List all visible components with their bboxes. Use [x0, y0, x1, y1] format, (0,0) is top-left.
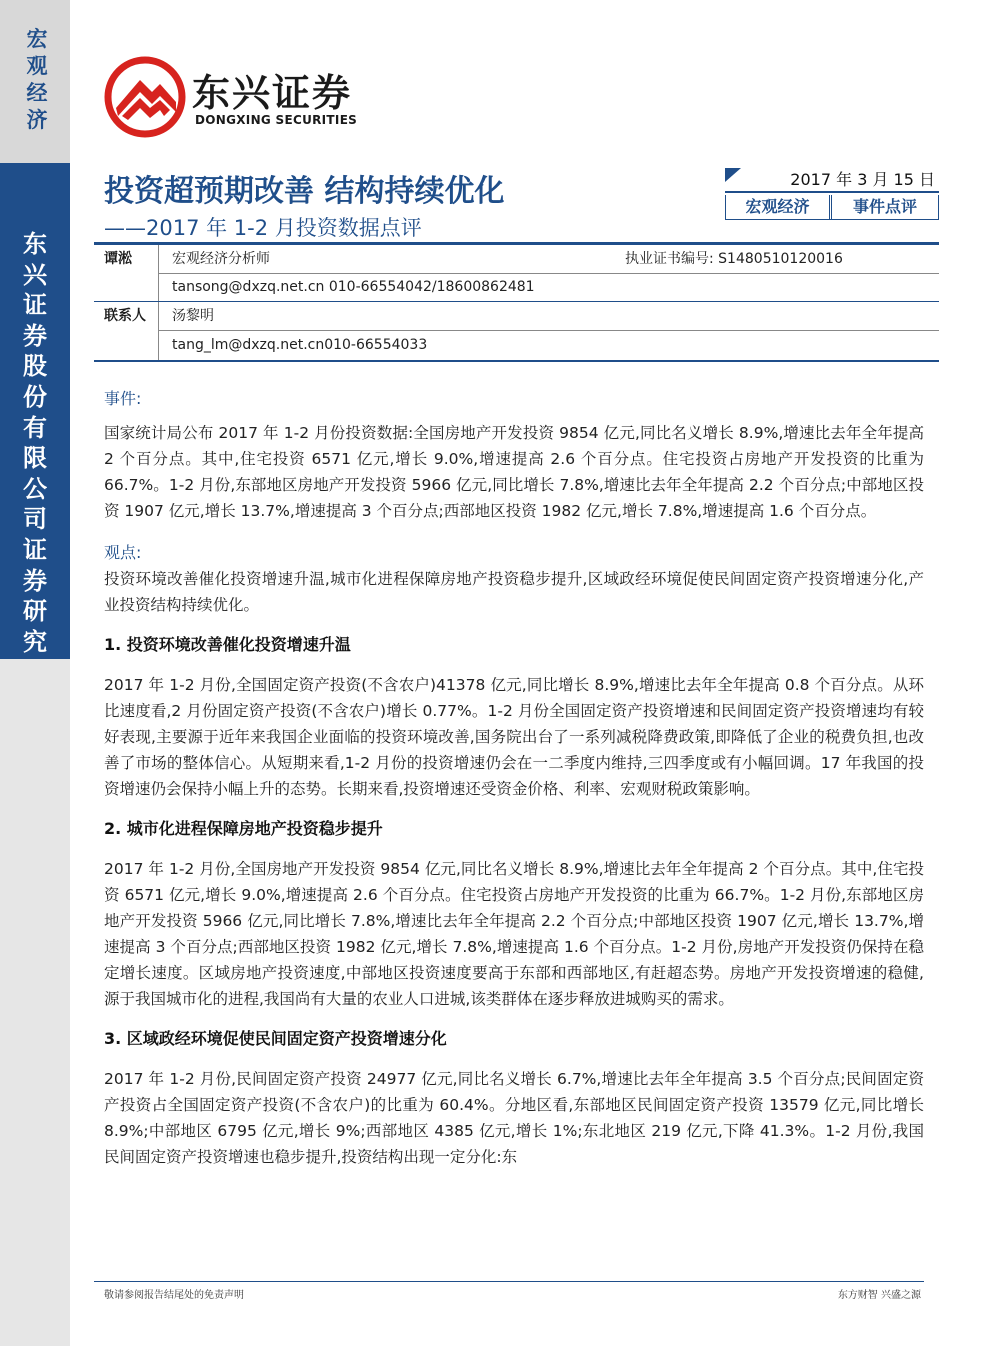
section-heading-1: 1. 投资环境改善催化投资增速升温 [104, 635, 351, 654]
report-body [104, 386, 924, 1170]
analyst-contact[interactable]: tansong@dxzq.net.cn 010-66554042/18600862481 [172, 279, 535, 295]
analyst-role: 宏观经济分析师 [172, 251, 270, 267]
divider [725, 191, 939, 193]
triangle-marker-icon [725, 168, 741, 182]
contact-row [94, 302, 939, 330]
contact-name: 汤黎明 [172, 308, 214, 324]
brand-name-en: DONGXING SECURITIES [195, 113, 358, 127]
analyst-row [94, 245, 939, 273]
sidebar-category [0, 0, 70, 163]
report-title: 投资超预期改善 结构持续优化 [104, 174, 505, 209]
analyst-table [94, 242, 939, 362]
footer-divider [94, 1281, 924, 1282]
contact-row [94, 331, 939, 359]
section-heading-3: 3. 区域政经环境促使民间固定资产投资增速分化 [104, 1029, 447, 1048]
brand-name-cn: 东兴证券 [192, 71, 353, 115]
section-heading-2: 2. 城市化进程保障房地产投资稳步提升 [104, 819, 383, 838]
event-heading: 事件: [104, 389, 142, 408]
sidebar-banner [0, 163, 70, 659]
report-subtitle: ——2017 年 1-2 月投资数据点评 [104, 216, 422, 240]
cert-number: S1480510120016 [718, 251, 843, 267]
analyst-name: 谭淞 [104, 251, 132, 267]
analyst-row [94, 273, 939, 301]
section-paragraph-2: 2017 年 1-2 月份,全国房地产开发投资 9854 亿元,同比名义增长 8.9%,增速比去年全年提高 2 个百分点。其中,住宅投资 6571 亿元,增长 9.0%,增速提高 2.6 个百分点。住宅投资占房地产开发投资的比重为 66.7%。1-2 月份,东部地区房地产开发投资 5966 亿元,同比增长 7.8%,增速比去年全年提高 2.2 个百分点;中部地区投资 1907 亿元,增长 13.7%,增速提高 3 个百分点;西部地区投资 1982 亿元,增长 7.8%,增速提高 1.6 个百分点。1-2 月份,房地产开发投资仍保持在稳定增长速度。区域房地产投资速度,中部地区投资速度要高于东部和西部地区,有赶超态势。房地产开发投资增速的稳健,源于我国城市化的进程,我国尚有大量的农业人口进城,该类群体在逐步释放进城购买的需求。 [104, 860, 924, 1008]
sidebar-lower [0, 659, 70, 1346]
contact-email[interactable]: tang_lm@dxzq.net.cn010-66554033 [172, 337, 428, 353]
section-paragraph-1: 2017 年 1-2 月份,全国固定资产投资(不含农户)41378 亿元,同比增长 8.9%,增速比去年全年提高 0.8 个百分点。从环比速度看,2 月份固定资产投资(不含农户)增长 0.77%。1-2 月份全国固定资产投资增速和民间固定资产投资增速均有较好表现,主要源于近年来我国企业面临的投资环境改善,国务院出台了一系列减税降费政策,即降低了企业的税费负担,也改善了市场的整体信心。从短期来看,1-2 月份的投资增速仍会在一二季度内维持,三四季度或有小幅回调。17 年我国的投资增速仍会保持小幅上升的态势。长期来看,投资增速还受资金价格、利率、宏观财税政策影响。 [104, 676, 924, 798]
footer-slogan: 东方财智 兴盛之源 [837, 1290, 921, 1301]
sidebar-banner-label: 东兴证券股份有限公司证券研究 [23, 230, 47, 656]
category-tag: 宏观经济 [725, 195, 830, 219]
event-paragraph: 国家统计局公布 2017 年 1-2 月份投资数据:全国房地产开发投资 9854 亿元,同比名义增长 8.9%,增速比去年全年提高 2 个百分点。其中,住宅投资 6571 亿元,增长 9.0%,增速提高 2.6 个百分点。住宅投资占房地产开发投资的比重为 66.7%。1-2 月份,东部地区房地产开发投资 5966 亿元,同比增长 7.8%,增速比去年全年提高 2.2 个百分点;中部地区投资 1907 亿元,增长 13.7%,增速提高 3 个百分点;西部地区投资 1982 亿元,增长 7.8%,增速提高 1.6 个百分点。 [104, 424, 924, 520]
analyst-cert [625, 245, 843, 273]
report-type-tag: 事件点评 [831, 195, 939, 219]
view-paragraph: 投资环境改善催化投资增速升温,城市化进程保障房地产投资稳步提升,区域政经环境促使民间固定资产投资增速分化,产业投资结构持续优化。 [104, 570, 924, 614]
report-meta [725, 164, 939, 220]
view-heading: 观点: [104, 543, 142, 562]
section-paragraph-3: 2017 年 1-2 月份,民间固定资产投资 24977 亿元,同比名义增长 6.7%,增速比去年全年提高 3.5 个百分点;民间固定资产投资占全国固定资产投资(不含农户)的比重为 60.4%。分地区看,东部地区民间固定资产投资 13579 亿元,同比增长 8.9%;中部地区 6795 亿元,增长 9%;西部地区 4385 亿元,增长 1%;东北地区 219 亿元,下降 41.3%。1-2 月份,我国民间固定资产投资增速也稳步提升,投资结构出现一定分化:东 [104, 1070, 924, 1166]
dongxing-logo-icon [104, 56, 186, 138]
report-date: 2017 年 3 月 15 日 [790, 170, 935, 189]
footer-disclaimer: 敬请参阅报告结尾处的免责声明 [104, 1290, 244, 1301]
cert-label: 执业证书编号: [625, 251, 714, 267]
divider [725, 219, 939, 220]
sidebar-category-label: 宏观经济 [26, 27, 48, 132]
contact-label: 联系人 [104, 308, 146, 324]
